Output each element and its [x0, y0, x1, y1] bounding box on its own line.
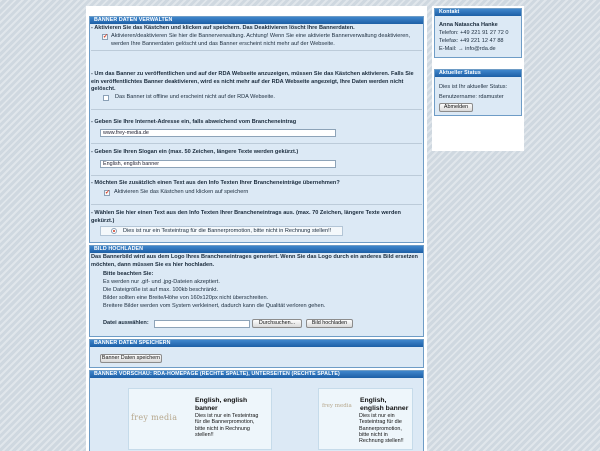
preview-card-homepage — [128, 388, 272, 450]
slogan-input[interactable]: English, english banner — [100, 160, 336, 168]
choose-option-text: Dies ist nur ein Testeintrag für die Bannerpromotion, bitte nicht in Rechnung stellen!! — [123, 228, 332, 234]
preview-logo-1: frey media — [131, 413, 178, 422]
upload-note: Die Dateigröße ist auf max. 100kb beschränkt. — [103, 287, 219, 293]
activate-checkbox[interactable] — [102, 34, 108, 40]
upload-note: Es werden nur .gif- und .jpg-Dateien akzeptiert. — [103, 279, 220, 285]
divider — [91, 109, 422, 110]
contact-header: Kontakt — [435, 9, 521, 16]
main-column — [86, 6, 427, 451]
activate-row — [91, 33, 422, 48]
preview-header: BANNER VORSCHAU: RDA-HOMEPAGE (RECHTE SPALTE), UNTERSEITEN (RECHTE SPALTE) — [90, 371, 423, 378]
status-line-2: Benutzername: rdamuster — [439, 94, 504, 100]
infotext-heading: - Möchten Sie zusätzlich einen Text aus den Info Texten Ihrer Brancheneinträge übernehmen? — [91, 180, 340, 186]
internet-input[interactable]: www.frey-media.de — [100, 129, 336, 137]
status-header: Aktueller Status — [435, 70, 521, 77]
upload-notes-title: Bitte beachten Sie: — [103, 271, 154, 277]
slogan-heading: - Geben Sie Ihren Slogan ein (max. 50 Zeichen, längere Texte werden gekürzt.) — [91, 149, 299, 155]
logout-button[interactable]: Abmelden — [439, 103, 473, 112]
file-input[interactable] — [154, 320, 250, 328]
activate-heading: - Aktivieren Sie das Kästchen und klicken auf speichern. Das Deaktivieren löscht Ihre Bannerdaten. — [91, 25, 355, 31]
contact-phone: Telefon: +49 221 91 27 72 0 — [439, 30, 509, 36]
sidebar — [432, 6, 524, 151]
preview-text-2: Dies ist nur ein Testeintrag für die Bannerpromotion, bitte nicht in Rechnung stellen!! — [359, 413, 404, 445]
contact-name: Anna Natascha Hanke — [439, 22, 498, 28]
contact-fax: Telefax: +49 221 12 47 88 — [439, 38, 504, 44]
divider — [91, 50, 422, 51]
internet-heading: - Geben Sie Ihre Internet-Adresse ein, falls abweichend vom Brancheneintrag — [91, 119, 297, 125]
status-panel — [434, 69, 522, 116]
infotext-row — [91, 189, 422, 197]
choose-heading: - Wählen Sie hier einen Text aus den Info Texten Ihrer Brancheneintrags aus. (max. 70 Zeichen, längere Texte werden gekürzt.) — [91, 210, 401, 224]
choose-radio[interactable] — [111, 228, 117, 234]
infotext-checkbox[interactable] — [104, 190, 110, 196]
divider — [91, 143, 422, 144]
banner-manage-header: BANNER DATEN VERWALTEN — [90, 17, 423, 24]
choose-option-box[interactable] — [100, 226, 343, 236]
save-banner-button[interactable]: Banner Daten speichern — [101, 355, 161, 361]
preview-text-1: Dies ist nur ein Testeintrag für die Bannerpromotion, bitte nicht in Rechnung stellen!! — [195, 413, 259, 438]
publish-checkbox[interactable] — [103, 95, 109, 101]
contact-email[interactable]: E-Mail: → info@rda.de — [439, 46, 496, 52]
status-line-1: Dies ist Ihr aktueller Status: — [439, 84, 508, 90]
preview-title-1: English, english banner — [195, 397, 248, 412]
upload-header: BILD HOCHLADEN — [90, 246, 423, 253]
contact-panel — [434, 8, 522, 58]
publish-row — [91, 94, 422, 102]
offline-text: Das Banner ist offline und erscheint nicht auf der RDA Webseite. — [115, 94, 275, 100]
save-header: BANNER DATEN SPEICHERN — [90, 340, 423, 347]
divider — [91, 175, 422, 176]
upload-note: Breitere Bilder werden vom System verkleinert, dadurch kann die Qualität verloren gehen. — [103, 303, 326, 309]
infotext-text: Aktivieren Sie das Kästchen und klicken auf speichern — [114, 189, 249, 195]
upload-button[interactable]: Bild hochladen — [306, 319, 353, 328]
browse-button[interactable]: Durchsuchen... — [252, 319, 302, 328]
divider — [91, 204, 422, 205]
file-label: Datei auswählen: — [103, 320, 149, 326]
upload-intro: Das Bannerbild wird aus dem Logo Ihres Brancheneintrages generiert. Wenn Sie das Logo durch ein anderes Bild ersetzen möchten, dann müssen Sie es hier hochladen. — [91, 254, 418, 268]
activate-text: Aktivieren/deaktivieren Sie hier die Bannerverwaltung. Achtung! Wenn Sie eine aktivierte Bannerverwaltung deaktivieren, werden Ihre Bannerdaten gelöscht und das Banner erscheint nicht mehr auf der Webseite. — [111, 33, 411, 47]
preview-title-2: English, english banner — [360, 397, 409, 412]
publish-heading: - Um das Banner zu veröffentlichen und auf der RDA Webseite anzuzeigen, müssen Sie das Kästchen aktivieren. Falls Sie ein veröffentlichtes Banner deaktivieren, wird es nicht mehr auf der RDA Webseite angezeigt, Ihre Daten werden nicht gelöscht. — [91, 71, 414, 93]
preview-logo-2: frey media — [322, 403, 352, 409]
preview-card-subpage — [318, 388, 413, 450]
upload-note: Bilder sollten eine Breite/Höhe von 160x120px nicht überschreiten. — [103, 295, 269, 301]
